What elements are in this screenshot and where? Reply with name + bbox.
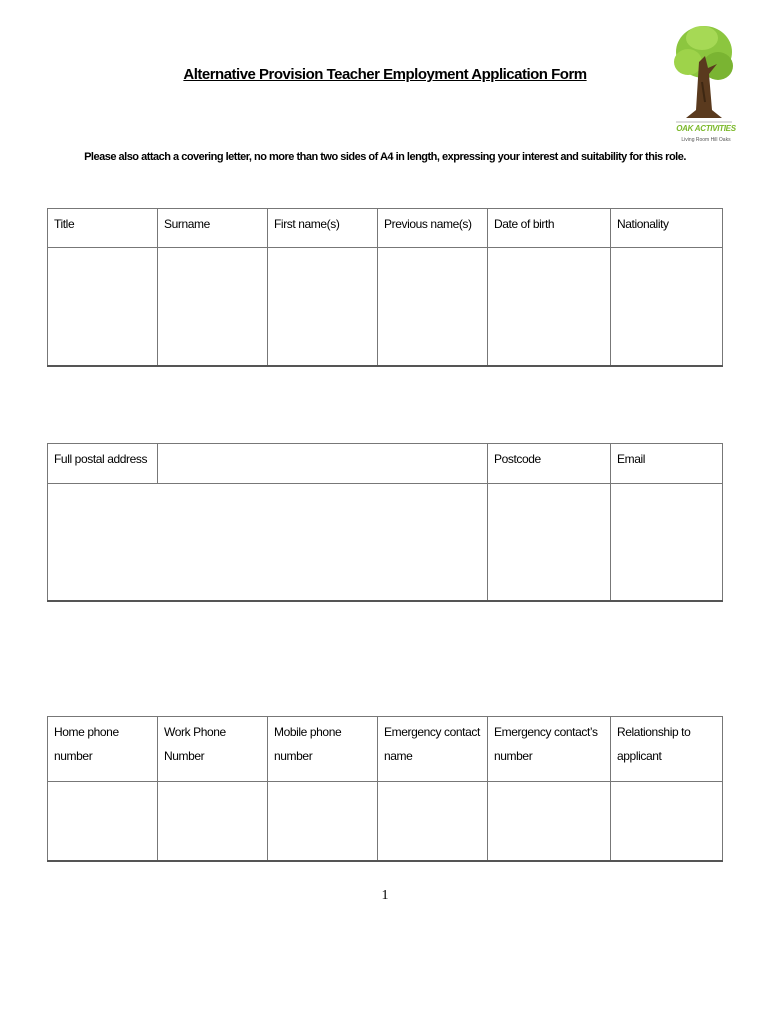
- header-email: Email: [611, 444, 723, 484]
- header-work-phone: Work Phone Number: [158, 717, 268, 782]
- previous-names-field[interactable]: [378, 248, 488, 366]
- header-full-postal-address: Full postal address: [48, 444, 158, 484]
- header-relationship: Relationship to applicant: [611, 717, 723, 782]
- header-home-phone: Home phone number: [48, 717, 158, 782]
- header-title: Title: [48, 209, 158, 248]
- emergency-contact-number-field[interactable]: [488, 782, 611, 861]
- page-number: 1: [381, 888, 389, 903]
- home-phone-field[interactable]: [48, 782, 158, 861]
- relationship-field[interactable]: [611, 782, 723, 861]
- postal-address-field[interactable]: [48, 484, 488, 601]
- header-previous-names: Previous name(s): [378, 209, 488, 248]
- emergency-contact-name-field[interactable]: [378, 782, 488, 861]
- postcode-field[interactable]: [488, 484, 611, 601]
- header-emergency-contact-name: Emergency contact name: [378, 717, 488, 782]
- mobile-phone-field[interactable]: [268, 782, 378, 861]
- personal-details-table: [47, 208, 723, 367]
- header-emergency-contact-number: Emergency contact’s number: [488, 717, 611, 782]
- header-address-blank: [158, 444, 488, 484]
- nationality-field[interactable]: [611, 248, 723, 366]
- instruction-text: Please also attach a covering letter, no more than two sides of A4 in length, expressing your interest and suitability for this role.: [84, 151, 686, 163]
- work-phone-field[interactable]: [158, 782, 268, 861]
- logo-tagline: Living Room Hill Oaks: [681, 137, 731, 143]
- contact-table: [47, 716, 723, 862]
- header-surname: Surname: [158, 209, 268, 248]
- logo-brand: OAK ACTIVITIES: [676, 124, 736, 133]
- header-mobile-phone: Mobile phone number: [268, 717, 378, 782]
- header-postcode: Postcode: [488, 444, 611, 484]
- surname-field[interactable]: [158, 248, 268, 366]
- date-of-birth-field[interactable]: [488, 248, 611, 366]
- first-names-field[interactable]: [268, 248, 378, 366]
- email-field[interactable]: [611, 484, 723, 601]
- header-nationality: Nationality: [611, 209, 723, 248]
- header-date-of-birth: Date of birth: [488, 209, 611, 248]
- title-field[interactable]: [48, 248, 158, 366]
- header-first-names: First name(s): [268, 209, 378, 248]
- form-title: Alternative Provision Teacher Employment Application Form: [183, 66, 587, 83]
- address-table: [47, 443, 723, 602]
